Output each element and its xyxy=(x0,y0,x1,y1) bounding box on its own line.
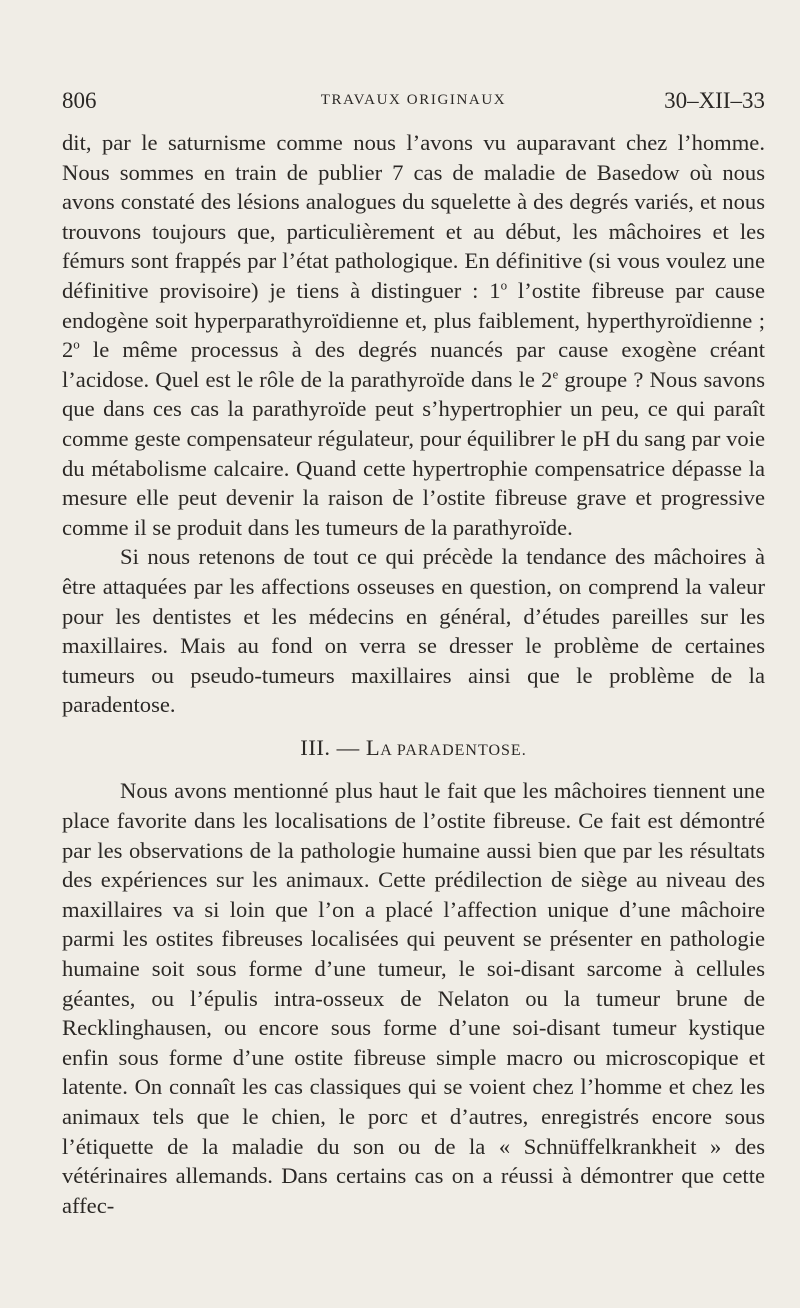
section-heading: III. — LA PARADENTOSE. xyxy=(300,734,527,760)
paragraph-paradentose: Nous avons mentionné plus haut le fait que les mâchoires tiennent une place favorite dans les localisations de l’ostite fibreuse. Ce fait est démontré par les observations de la pathologie humaine aussi bien que par les résultats des expériences sur les animaux. Cette prédilection de siège au niveau des maxillaires va si loin que l’on a placé l’affection unique d’une mâchoire parmi les ostites fibreuses localisées qui peuvent se présenter en pathologie humaine soit sous forme d’une tumeur, le soi-disant sarcome à cellules géantes, ou l’épulis intra-osseux de Nelaton ou la tumeur brune de Recklinghausen, ou encore sous forme d’une soi-disant tumeur kystique enfin sous forme d’une ostite fibreuse simple macro ou microscopique et latente. On connaît les cas classiques qui se voient chez l’homme et chez les animaux tels que le chien, le porc et d’autres, enregistrés encore sous l’étiquette de la maladie du son ou de la « Schnüffelkrankheit » des vétérinaires allemands. Dans certains cas on a réussi à démontrer que cette affec- xyxy=(62,778,765,1218)
running-head xyxy=(62,88,765,118)
paragraph-continued: dit, par le saturnisme comme nous l’avons vu auparavant chez l’homme. Nous sommes en train de publier 7 cas de maladie de Basedow où nous avons constaté des lésions analogues du squelette à des degrés variés, et nous trouvons toujours que, particulièrement et au début, les mâchoires et les fémurs sont frappés par l’état pathologique. En définitive (si vous voulez une définitive provisoire) je tiens à distinguer : 1$^o$ l’ostite fibreuse par cause endogène soit hyperparathyroïdienne et, plus faiblement, hyperthyroïdienne ; 2$^o$ le même processus à des degrés nuancés par cause exogène créant l’acidose. Quel est le rôle de la parathyroïde dans le 2e groupe ? Nous savons que dans ces cas la parathyroïde peut s’hypertrophier un peu, ce qui paraît comme geste compensateur régulateur, pour équilibrer le pH du sang par voie du métabolisme calcaire. Quand cette hypertrophie compensatrice dépasse la mesure elle peut devenir la raison de l’ostite fibreuse grave et progressive comme il se produit dans les tumeurs de la parathyroïde. xyxy=(62,130,765,540)
page-number: 806 xyxy=(62,88,97,113)
body-text xyxy=(62,128,765,1220)
paragraph-jaws-tendency: Si nous retenons de tout ce qui précède la tendance des mâchoires à être attaquées par les affections osseuses en question, on comprend la valeur pour les dentistes et les médecins en général, d’études pareilles sur les maxillaires. Mais au fond on verra se dresser le problème de certaines tumeurs ou pseudo-tumeurs maxillaires ainsi que le problème de la paradentose. xyxy=(62,544,765,718)
running-title: TRAVAUX ORIGINAUX xyxy=(320,92,507,108)
issue-date: 30–XII–33 xyxy=(664,88,765,113)
